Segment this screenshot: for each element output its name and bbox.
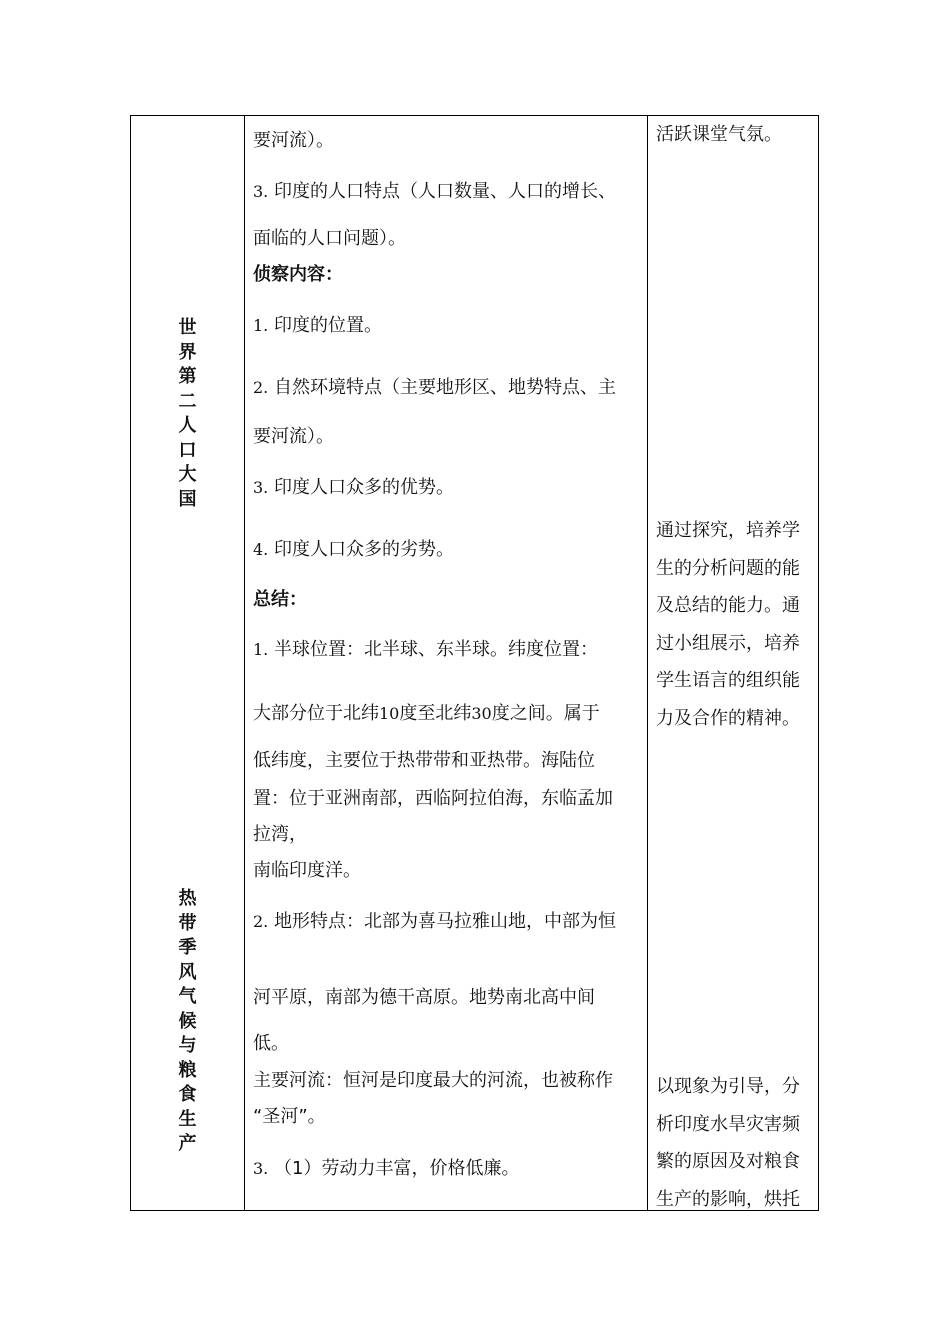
subheading-summary: 总结： bbox=[253, 589, 307, 610]
content-line: 河平原，南部为德干高原。地势南北高中间 bbox=[253, 987, 595, 1008]
content-line: 低纬度，主要位于热带带和亚热带。海陆位 bbox=[253, 750, 595, 771]
text-fragment: 大部分位于北纬 bbox=[253, 703, 379, 724]
content-line bbox=[253, 1157, 519, 1181]
content-line: “圣河”。 bbox=[253, 1106, 326, 1127]
column-divider-right bbox=[647, 116, 648, 1210]
list-text: 自然环境特点（主要地形区、地势特点、主 bbox=[274, 377, 616, 398]
list-number: 2. bbox=[253, 378, 269, 397]
list-number: 4. bbox=[253, 540, 269, 559]
content-line bbox=[253, 314, 382, 338]
content-line: 要河流）。 bbox=[253, 130, 334, 151]
list-number: 2. bbox=[253, 912, 269, 931]
number-fragment: 30 bbox=[471, 704, 492, 723]
list-number: 1. bbox=[253, 640, 269, 659]
content-line: 置：位于亚洲南部，西临阿拉伯海，东临孟加 bbox=[253, 788, 613, 809]
list-text: 印度人口众多的劣势。 bbox=[274, 539, 454, 560]
content-line: 拉湾， bbox=[253, 824, 307, 845]
section-heading-monsoon bbox=[131, 887, 244, 1157]
content-line bbox=[253, 910, 616, 934]
content-line bbox=[253, 180, 616, 204]
content-line bbox=[253, 376, 616, 400]
list-number: 3. bbox=[253, 478, 269, 497]
content-line: 低。 bbox=[253, 1033, 289, 1054]
purpose-note-2: 通过探究，培养学生的分析问题的能及总结的能力。通过小组展示，培养学生语言的组织能力及合作的精神。 bbox=[656, 520, 800, 729]
section-heading-char: 热带季风气候与粮食生产 bbox=[178, 888, 197, 1154]
purpose-note-1: 活跃课堂气氛。 bbox=[656, 124, 782, 145]
list-text: 印度人口众多的优势。 bbox=[274, 477, 454, 498]
list-text: 半球位置：北半球、东半球。纬度位置： bbox=[274, 639, 598, 660]
content-line: 面临的人口问题）。 bbox=[253, 228, 406, 249]
purpose-note-3: 以现象为引导，分析印度水旱灾害频繁的原因及对粮食生产的影响，烘托 bbox=[656, 1076, 800, 1210]
list-number: 3. bbox=[253, 1159, 269, 1178]
list-number: 1. bbox=[253, 316, 269, 335]
list-text: （1）劳动力丰富，价格低廉。 bbox=[274, 1158, 520, 1179]
content-line bbox=[253, 638, 598, 662]
section-heading-char: 世界第二人口大国 bbox=[178, 317, 197, 510]
list-text: 地形特点：北部为喜马拉雅山地，中部为恒 bbox=[274, 911, 616, 932]
content-line: 南临印度洋。 bbox=[253, 860, 361, 881]
content-line bbox=[253, 538, 454, 562]
number-fragment: 10 bbox=[379, 704, 400, 723]
content-line bbox=[253, 476, 454, 500]
lesson-table bbox=[130, 115, 819, 1211]
content-line: 要河流）。 bbox=[253, 426, 334, 447]
list-text: 印度的位置。 bbox=[274, 315, 382, 336]
text-fragment: 度至北纬 bbox=[399, 703, 472, 724]
content-line: 主要河流：恒河是印度最大的河流，也被称作 bbox=[253, 1070, 613, 1091]
subheading-investigation: 侦察内容： bbox=[253, 264, 343, 285]
content-line bbox=[253, 702, 600, 726]
section-heading-population bbox=[131, 316, 244, 512]
list-text: 印度的人口特点（人口数量、人口的增长、 bbox=[274, 181, 616, 202]
list-number: 3. bbox=[253, 182, 269, 201]
text-fragment: 度之间。属于 bbox=[491, 703, 600, 724]
column-divider-left bbox=[244, 116, 245, 1210]
